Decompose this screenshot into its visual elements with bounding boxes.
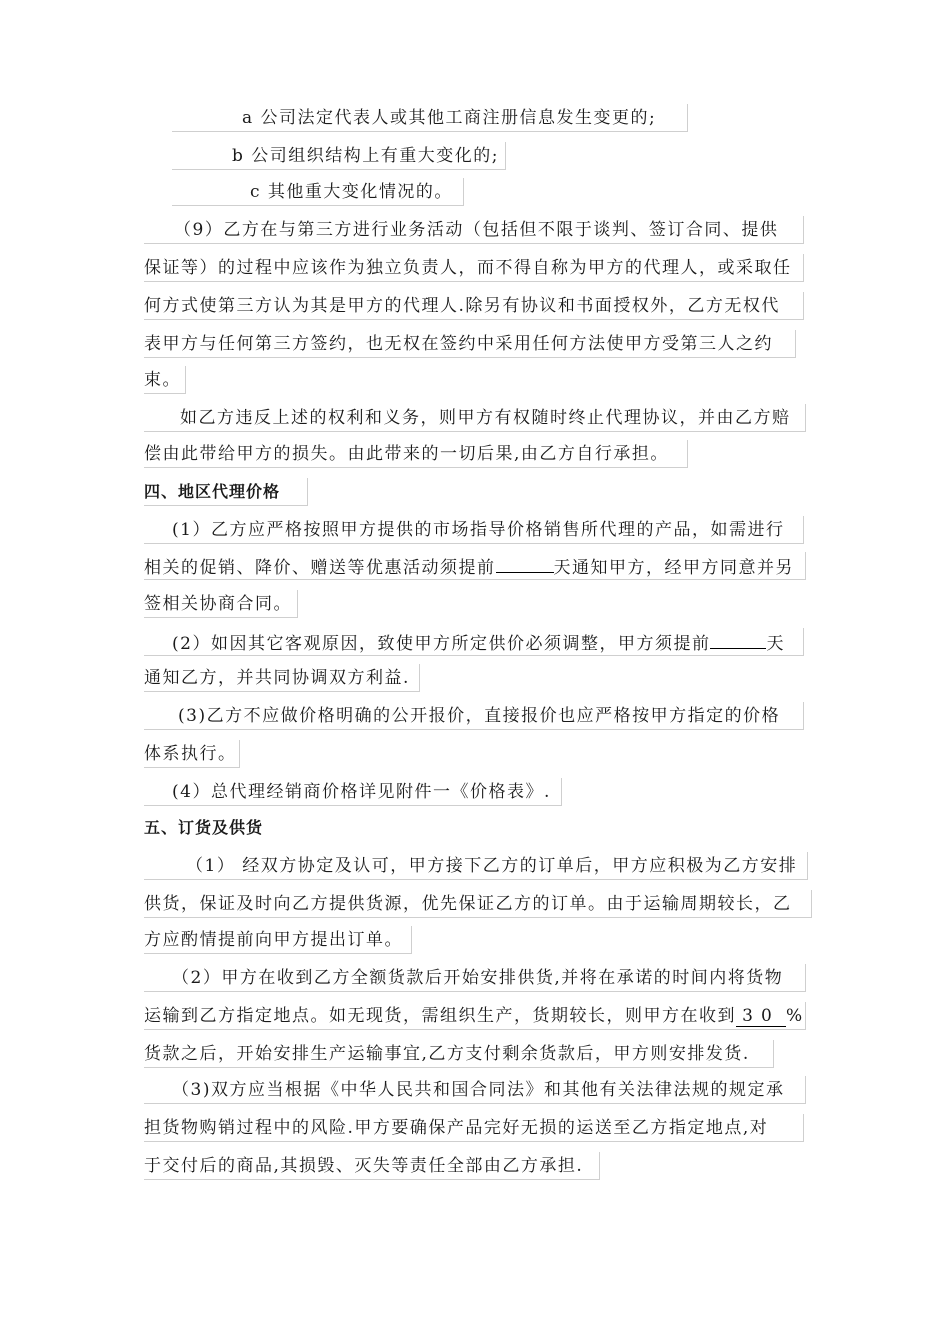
line-text: 供货，保证及时向乙方提供货源，优先保证乙方的订单。由于运输周期较长，乙: [144, 894, 792, 914]
clause-item-a-text: a 公司法定代表人或其他工商注册信息发生变更的;: [242, 108, 657, 128]
line-text: 相关的促销、降价、赠送等优惠活动须提前: [144, 558, 496, 578]
line-text: （9）乙方在与第三方进行业务活动（包括但不限于谈判、签订合同、提供: [174, 220, 779, 240]
line-text: 束。: [144, 370, 181, 390]
fill-in-blank-percent[interactable]: 30: [736, 1006, 786, 1027]
line-text: 通知乙方，并共同协调双方利益.: [144, 668, 410, 688]
line-text: 方应酌情提前向甲方提出订单。: [144, 930, 403, 950]
paragraph-line: [144, 1076, 806, 1104]
section-heading-pricing: [144, 478, 308, 506]
line-text: （3)双方应当根据《中华人民共和国合同法》和其他有关法律法规的规定承: [172, 1080, 785, 1100]
clause-item-a: [172, 104, 688, 132]
paragraph-line: [144, 1002, 806, 1030]
line-text: 保证等）的过程中应该作为独立负责人，而不得自称为甲方的代理人，或采取任: [144, 258, 792, 278]
line-text: (1）乙方应严格按照甲方提供的市场指导价格销售所代理的产品，如需进行: [172, 520, 785, 540]
paragraph-line: [144, 366, 186, 394]
line-text: 体系执行。: [144, 744, 237, 764]
line-text: 天: [766, 634, 785, 654]
paragraph-line: [144, 852, 808, 880]
line-text: (3)乙方不应做价格明确的公开报价，直接报价也应严格按甲方指定的价格: [178, 706, 781, 726]
paragraph-line: [144, 1114, 804, 1142]
paragraph-line: [144, 440, 688, 468]
paragraph-line: [144, 628, 804, 656]
section-heading-text: 五、订货及供货: [144, 818, 264, 837]
line-text: 担货物购销过程中的风险.甲方要确保产品完好无损的运送至乙方指定地点,对: [144, 1118, 769, 1138]
line-text: 表甲方与任何第三方签约，也无权在签约中采用任何方法使甲方受第三人之约: [144, 334, 773, 354]
paragraph-line: [144, 1152, 600, 1180]
paragraph-line: [144, 664, 420, 692]
section-heading-ordering: [144, 814, 284, 842]
paragraph-line: [144, 590, 298, 618]
clause-item-c-text: c 其他重大变化情况的。: [250, 182, 453, 202]
paragraph-line: [144, 926, 412, 954]
line-text: (4）总代理经销商价格详见附件一《价格表》.: [172, 782, 551, 802]
paragraph-line: [144, 254, 804, 282]
line-text: 于交付后的商品,其损毁、灭失等责任全部由乙方承担.: [144, 1156, 584, 1176]
clause-item-b-text: b 公司组织结构上有重大变化的;: [232, 146, 500, 166]
paragraph-line: [144, 330, 796, 358]
clause-item-b: [172, 142, 506, 170]
fill-in-blank-days[interactable]: [496, 552, 554, 573]
paragraph-line: [144, 1040, 774, 1068]
clause-item-c: [172, 178, 464, 206]
line-text: 天通知甲方，经甲方同意并另: [553, 558, 794, 578]
line-text: （1） 经双方协定及认可，甲方接下乙方的订单后，甲方应积极为乙方安排: [186, 856, 798, 876]
fill-in-blank-days[interactable]: [710, 628, 766, 649]
section-heading-text: 四、地区代理价格: [144, 482, 281, 501]
line-text: %: [786, 1006, 804, 1026]
paragraph-line: [144, 702, 804, 730]
paragraph-line: [144, 964, 806, 992]
paragraph-line: [144, 292, 804, 320]
paragraph-line: [144, 516, 804, 544]
line-text: 签相关协商合同。: [144, 594, 292, 614]
line-text: 偿由此带给甲方的损失。由此带来的一切后果,由乙方自行承担。: [144, 444, 669, 464]
line-text: 何方式使第三方认为其是甲方的代理人.除另有协议和书面授权外，乙方无权代: [144, 296, 780, 316]
paragraph-line: [144, 890, 812, 918]
line-text: 运输到乙方指定地点。如无现货，需组织生产，货期较长，则甲方在收到: [144, 1006, 736, 1026]
line-text: (2）如因其它客观原因，致使甲方所定供价必须调整，甲方须提前: [172, 634, 711, 654]
paragraph-line: [144, 404, 806, 432]
line-text: 如乙方违反上述的权利和义务，则甲方有权随时终止代理协议，并由乙方赔: [180, 408, 791, 428]
line-text: 货款之后，开始安排生产运输事宜,乙方支付剩余货款后，甲方则安排发货.: [144, 1044, 750, 1064]
paragraph-line: [144, 740, 240, 768]
paragraph-line: [144, 552, 806, 580]
paragraph-line: [144, 778, 562, 806]
line-text: （2）甲方在收到乙方全额货款后开始安排供货,并将在承诺的时间内将货物: [172, 968, 784, 988]
paragraph-line: [144, 216, 804, 244]
